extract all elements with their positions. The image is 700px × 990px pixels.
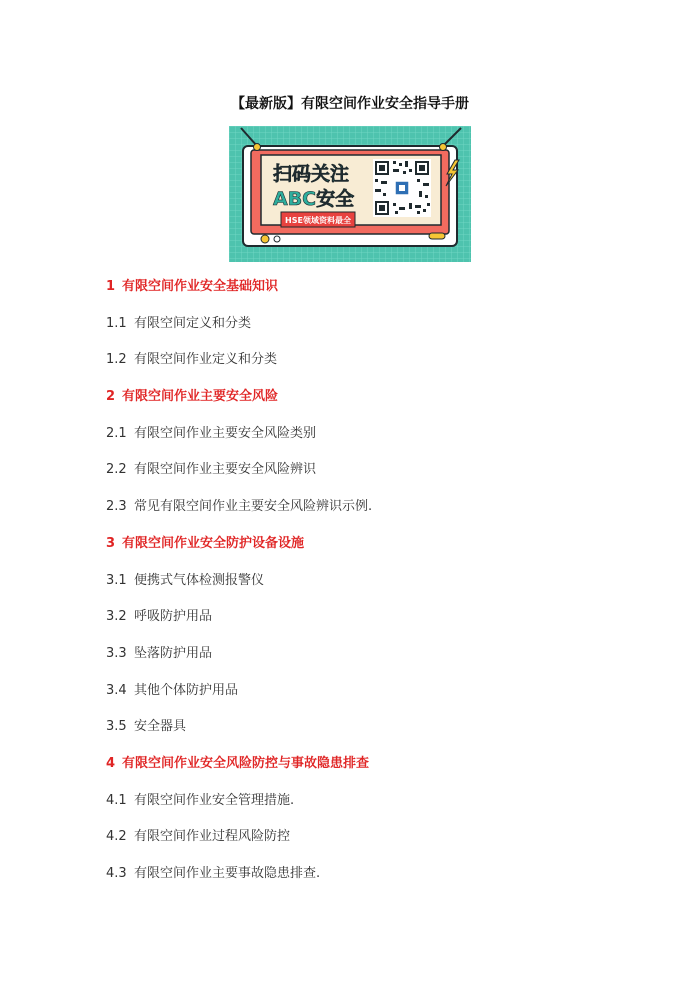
banner-line2: ABC安全 — [273, 188, 355, 210]
qr-promo-banner — [229, 126, 471, 262]
toc-subsection-item — [106, 498, 666, 535]
toc-subsection-item — [106, 792, 666, 829]
decor-dot-white — [274, 236, 280, 242]
toc-number: 1.2 — [106, 352, 127, 368]
toc-text: 有限空间作业安全管理措施. — [134, 792, 295, 808]
toc-subsection-item — [106, 461, 666, 498]
toc-subsection-item — [106, 572, 666, 609]
toc-text: 有限空间作业主要安全风险 — [122, 389, 279, 405]
toc-number: 3.4 — [106, 682, 127, 698]
toc-subsection-item — [106, 682, 666, 719]
toc-number: 3 — [106, 535, 116, 551]
toc-number: 1.1 — [106, 315, 127, 331]
toc-text: 有限空间作业安全风险防控与事故隐患排查 — [122, 755, 370, 771]
banner-ribbon-text: HSE领域资料最全 — [285, 216, 351, 225]
banner-line1: 扫码关注 — [273, 163, 350, 185]
toc-number: 2.2 — [106, 462, 127, 478]
toc-text: 安全器具 — [134, 719, 187, 735]
toc-text: 有限空间定义和分类 — [134, 315, 252, 331]
toc-number: 3.2 — [106, 609, 127, 625]
toc-number: 3.1 — [106, 572, 127, 588]
toc-text: 便携式气体检测报警仪 — [134, 572, 265, 588]
toc-subsection-item — [106, 608, 666, 645]
toc-number: 2.3 — [106, 499, 127, 515]
toc-number: 2 — [106, 389, 116, 405]
table-of-contents — [106, 278, 666, 902]
toc-number: 4.2 — [106, 829, 127, 845]
toc-subsection-item — [106, 315, 666, 352]
pin-right — [440, 144, 447, 151]
toc-text: 常见有限空间作业主要安全风险辨识示例. — [134, 499, 373, 515]
toc-number: 4.1 — [106, 792, 127, 808]
toc-subsection-item — [106, 351, 666, 388]
toc-number: 2.1 — [106, 425, 127, 441]
pin-left — [254, 144, 261, 151]
toc-text: 有限空间作业主要安全风险辨识 — [134, 462, 317, 478]
toc-text: 有限空间作业安全防护设备设施 — [122, 535, 305, 551]
document-title: 【最新版】有限空间作业安全指导手册 — [231, 96, 469, 112]
toc-text: 有限空间作业主要安全风险类别 — [134, 425, 317, 441]
qr-code — [373, 159, 431, 217]
toc-number: 4.3 — [106, 866, 127, 881]
toc-subsection-item — [106, 865, 666, 902]
toc-number: 3.3 — [106, 645, 127, 661]
toc-text: 有限空间作业定义和分类 — [134, 352, 278, 368]
toc-section-heading — [106, 388, 666, 425]
toc-text: 有限空间作业安全基础知识 — [122, 279, 279, 294]
toc-text: 坠落防护用品 — [134, 645, 213, 661]
toc-text: 呼吸防护用品 — [134, 609, 213, 625]
toc-section-heading — [106, 278, 666, 315]
toc-subsection-item — [106, 425, 666, 462]
toc-number: 4 — [106, 755, 116, 771]
toc-text: 有限空间作业主要事故隐患排查. — [134, 866, 321, 881]
toc-text: 其他个体防护用品 — [134, 682, 239, 698]
toc-subsection-item — [106, 645, 666, 682]
toc-number: 1 — [106, 279, 116, 294]
toc-subsection-item — [106, 718, 666, 755]
toc-subsection-item — [106, 828, 666, 865]
toc-text: 有限空间作业过程风险防控 — [134, 829, 291, 845]
decor-dot-yellow — [261, 235, 269, 243]
toc-number: 3.5 — [106, 719, 127, 735]
toc-section-heading — [106, 535, 666, 572]
toc-section-heading — [106, 755, 666, 792]
decor-bar-yellow — [429, 233, 445, 239]
